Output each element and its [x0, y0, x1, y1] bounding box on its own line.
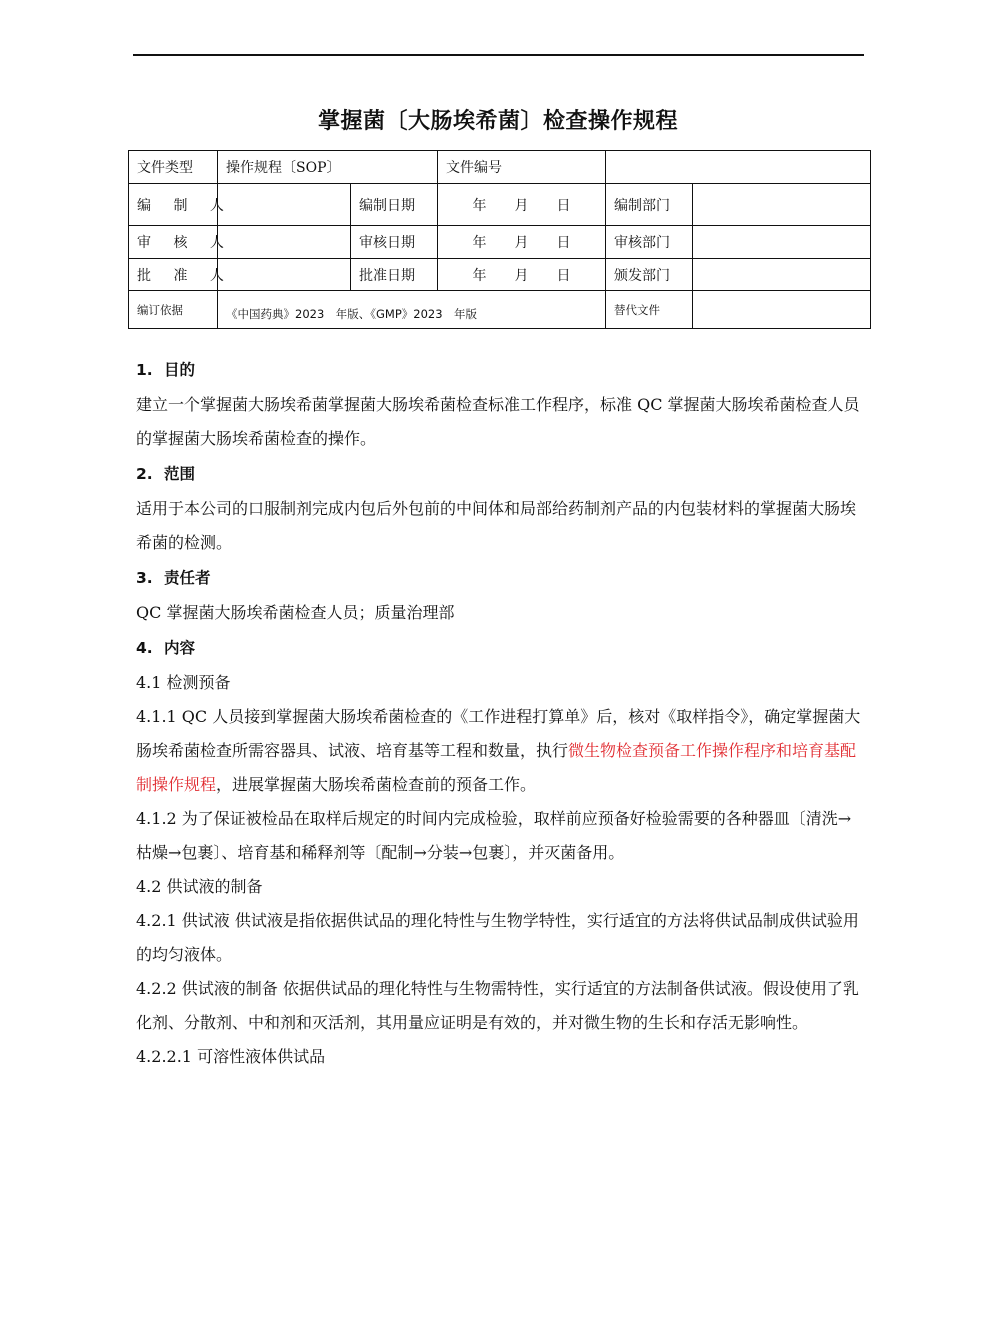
reviewed-dept-label: 审核部门 [606, 226, 693, 259]
paragraph: 4.2.1 供试液 供试液是指依据供试品的理化特性与生物学特性，实行适宜的方法将供试品制成供试验用的均匀液体。 [136, 911, 859, 964]
paragraph: 4.2.2 供试液的制备 依据供试品的理化特性与生物需特性，实行适宜的方法制备供试液。假设使用了乳化剂、分散剂、中和剂和灭活剂，其用量应证明是有效的，并对微生物的生长和存活无影响性。 [136, 979, 859, 1032]
section-heading [136, 634, 866, 662]
approved-by-label: 批 准 人 [129, 259, 218, 291]
reviewed-date-value: 年 月 日 [438, 226, 606, 259]
document-info-table [128, 150, 871, 329]
doc-number-label: 文件编号 [438, 151, 606, 184]
paragraph: 建立一个掌握菌大肠埃希菌掌握菌大肠埃希菌检查标准工作程序，标准 QC 掌握菌大肠埃希菌检查人员的掌握菌大肠埃希菌检查的操作。 [136, 395, 860, 448]
paragraph-text: ，进展掌握菌大肠埃希菌检查前的预备工作。 [216, 775, 537, 794]
table-row [129, 151, 871, 184]
table-row [129, 226, 871, 259]
doc-type-value: 操作规程〔SOP〕 [218, 151, 438, 184]
issuing-dept-label: 颁发部门 [606, 259, 693, 291]
basis-value: 《中国药典》2023 年版、《GMP》2023 年版 [218, 291, 606, 329]
prepared-by-label: 编 制 人 [129, 184, 218, 226]
paragraph [136, 700, 866, 802]
prepared-by-value [218, 184, 351, 226]
section-title: 责任者 [164, 569, 211, 587]
reviewed-by-label: 审 核 人 [129, 226, 218, 259]
prepared-date-label: 编制日期 [351, 184, 438, 226]
basis-label: 编订依据 [129, 291, 218, 329]
section-title: 内容 [164, 639, 196, 657]
reviewed-dept-value [693, 226, 871, 259]
paragraph: 4.1.2 为了保证被检品在取样后规定的时间内完成检验，取样前应预备好检验需要的各种器皿〔清洗→枯燥→包裹〕、培育基和稀释剂等〔配制→分装→包裹〕，并灭菌备用。 [136, 809, 852, 862]
section-number: 1. [136, 361, 153, 379]
header-rule [133, 54, 864, 56]
table-row [129, 259, 871, 291]
approved-date-label: 批准日期 [351, 259, 438, 291]
paragraph: 4.1 检测预备 [136, 673, 231, 692]
paragraph: 4.2.2.1 可溶性液体供试品 [136, 1047, 326, 1066]
table-row [129, 291, 871, 329]
reviewed-by-value [218, 226, 351, 259]
paragraph: 适用于本公司的口服制剂完成内包后外包前的中间体和局部给药制剂产品的内包装材料的掌握菌大肠埃希菌的检测。 [136, 499, 857, 552]
approved-by-value [218, 259, 351, 291]
section-number: 3. [136, 569, 153, 587]
paragraph: 4.2 供试液的制备 [136, 877, 263, 896]
document-title: 掌握菌〔大肠埃希菌〕检查操作规程 [317, 109, 678, 134]
reviewed-date-label: 审核日期 [351, 226, 438, 259]
doc-number-value [606, 151, 871, 184]
paragraph: QC 掌握菌大肠埃希菌检查人员；质量治理部 [136, 603, 455, 622]
doc-type-label: 文件类型 [129, 151, 218, 184]
prepared-dept-value [693, 184, 871, 226]
section-number: 4. [136, 639, 153, 657]
approved-date-value: 年 月 日 [438, 259, 606, 291]
section-heading [136, 460, 866, 488]
section-heading [136, 356, 866, 384]
table-row [129, 184, 871, 226]
section-title: 目的 [164, 361, 196, 379]
issuing-dept-value [693, 259, 871, 291]
section-heading [136, 564, 866, 592]
referenced-procedure-link: 微生物检查预备工作操作程序和培育基配制操作规程 [136, 741, 857, 794]
prepared-date-value: 年 月 日 [438, 184, 606, 226]
section-number: 2. [136, 465, 153, 483]
paragraph-text: 4.1.1 QC 人员接到掌握菌大肠埃希菌检查的《工作进程打算单》后，核对《取样指令》，确定掌握菌大肠埃希菌检查所需容器具、试液、培育基等工程和数量，执行 [136, 707, 861, 760]
prepared-dept-label: 编制部门 [606, 184, 693, 226]
replaces-label: 替代文件 [606, 291, 693, 329]
replaces-value [693, 291, 871, 329]
section-title: 范围 [164, 465, 196, 483]
document-body [136, 356, 866, 1074]
